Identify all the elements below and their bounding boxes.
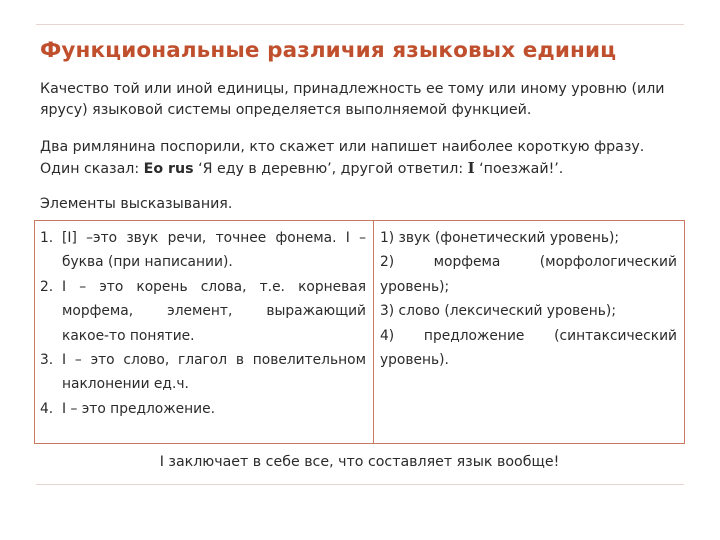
item-number: 2. [40, 278, 54, 295]
bottom-rule [36, 484, 684, 485]
top-rule [36, 24, 684, 25]
item-line: буква (при написании). [62, 254, 233, 271]
item-line: морфема, элемент, выражающий [62, 303, 366, 320]
left-item-2 [40, 275, 366, 348]
right-item-4-line: 4) предложение (синтаксический [380, 327, 677, 344]
item-line: I – это корень слова, т.е. корневая [62, 278, 366, 295]
paragraph-elements: Элементы высказывания. [40, 196, 233, 212]
latin-phrase: Eo rus [143, 160, 194, 177]
right-item-3: 3) слово (лексический уровень); [380, 303, 616, 320]
paragraph-function: Качество той или иной единицы, принадлежность ее тому или иному уровню (или ярусу) языковой системы определяется выполняемой функцией. [40, 81, 665, 118]
romans-line-2 [40, 158, 690, 180]
paragraph-romans [40, 137, 690, 179]
item-line: I – это слово, глагол в повелительном [62, 352, 366, 369]
slide-title: Функциональные различия языковых единиц [40, 38, 617, 63]
left-item-4 [40, 397, 366, 421]
right-item-4-line: уровень). [380, 352, 449, 369]
item-number: 4. [40, 400, 54, 417]
item-line: I – это предложение. [62, 400, 216, 417]
item-number: 1. [40, 230, 54, 246]
right-column [380, 226, 677, 372]
right-item-2-line: уровень); [380, 278, 450, 295]
conclusion-text: I заключает в себе все, что составляет язык вообще! [159, 454, 560, 470]
right-item-1: 1) звук (фонетический уровень); [380, 230, 620, 246]
item-line: наклонении ед.ч. [62, 376, 189, 393]
table-divider [373, 221, 374, 443]
item-line: [I] –это звук речи, точнее фонема. I – [62, 230, 366, 246]
item-line: какое-то понятие. [62, 327, 195, 344]
item-number: 3. [40, 352, 54, 369]
romans-middle: ‘Я еду в деревню’, другой ответил: [193, 160, 468, 177]
romans-suffix: ‘поезжай!’. [474, 160, 564, 177]
left-column [40, 226, 366, 421]
left-item-3 [40, 348, 366, 397]
comparison-table [34, 220, 685, 444]
right-item-2-line: 2) морфема (морфологический [380, 254, 677, 271]
romans-line-1: Два римлянина поспорили, кто скажет или напишет наиболее короткую фразу. [40, 139, 645, 155]
romans-prefix: Один сказал: [40, 160, 144, 177]
left-item-1 [40, 226, 366, 275]
latin-i: I [467, 158, 475, 177]
